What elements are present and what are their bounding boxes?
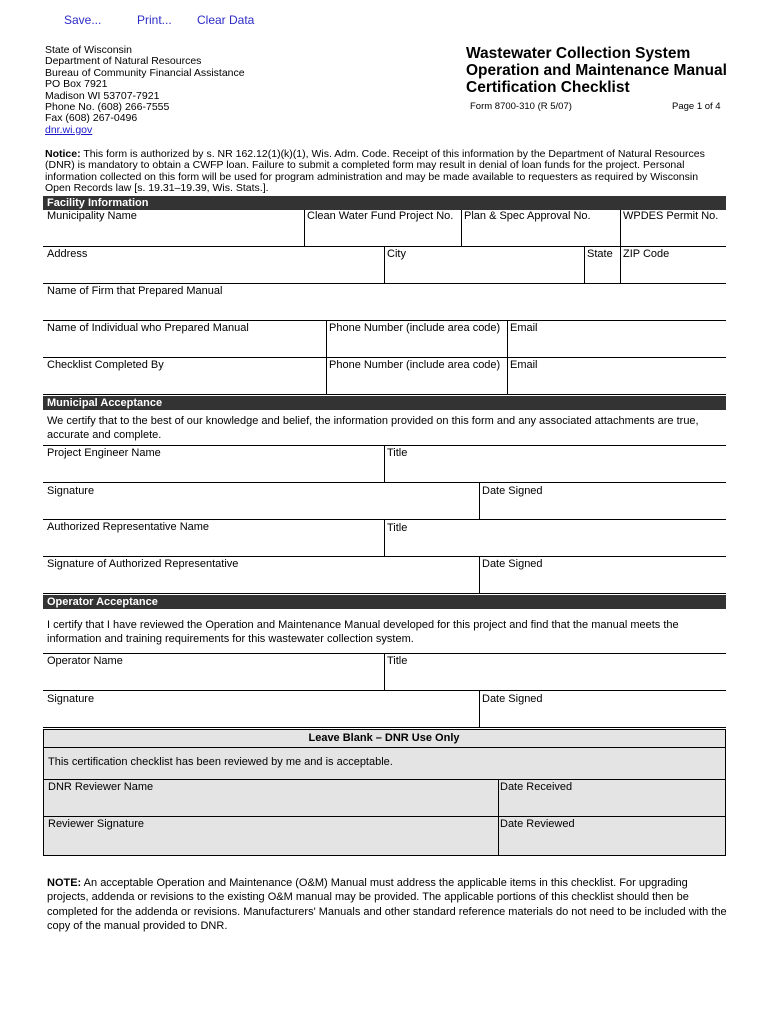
title-line: Wastewater Collection System bbox=[466, 45, 691, 62]
wpdes-permit-label: WPDES Permit No. bbox=[623, 210, 719, 222]
completed-by-label: Checklist Completed By bbox=[47, 359, 164, 371]
municipal-statement: We certify that to the best of our knowledge and belief, the information provided on this form and any associated attachments are true, accurate and complete. bbox=[47, 415, 699, 441]
address-label: Address bbox=[47, 248, 88, 260]
municipality-name-label: Municipality Name bbox=[47, 210, 137, 222]
section-operator-acceptance: Operator Acceptance bbox=[43, 595, 726, 609]
operator-signature-label: Signature bbox=[47, 693, 95, 705]
authorized-rep-label: Authorized Representative Name bbox=[47, 521, 210, 533]
dnr-statement: This certification checklist has been reviewed by me and is acceptable. bbox=[48, 756, 393, 768]
email-label: Email bbox=[510, 359, 538, 371]
phone-label: Phone Number (include area code) bbox=[329, 322, 501, 334]
signature-label: Signature bbox=[47, 485, 95, 497]
title-line: Operation and Maintenance Manual bbox=[466, 62, 727, 79]
project-engineer-label: Project Engineer Name bbox=[47, 447, 161, 459]
notice-paragraph bbox=[45, 149, 725, 195]
dnr-use-only-heading: Leave Blank – DNR Use Only bbox=[308, 732, 460, 744]
clear-data-button[interactable]: Clear Data bbox=[197, 13, 255, 27]
title-label: Title bbox=[387, 522, 408, 534]
agency-address bbox=[45, 45, 245, 136]
agency-line: Department of Natural Resources bbox=[45, 55, 202, 68]
operator-name-label: Operator Name bbox=[47, 655, 123, 667]
date-signed-label: Date Signed bbox=[482, 693, 543, 705]
city-label: City bbox=[387, 248, 406, 260]
state-label: State bbox=[587, 248, 613, 260]
dnr-website-link[interactable]: dnr.wi.gov bbox=[45, 123, 93, 136]
print-button[interactable]: Print... bbox=[137, 13, 172, 27]
form-title bbox=[466, 45, 727, 96]
notice-label: Notice: bbox=[45, 148, 81, 160]
agency-line: PO Box 7921 bbox=[45, 78, 108, 91]
agency-line: Bureau of Community Financial Assistance bbox=[45, 66, 245, 79]
email-label: Email bbox=[510, 322, 538, 334]
title-line: Certification Checklist bbox=[466, 79, 630, 96]
date-signed-label: Date Signed bbox=[482, 485, 543, 497]
date-received-label: Date Received bbox=[500, 781, 573, 793]
note-text: An acceptable Operation and Maintenance (O&M) Manual must address the applicable items in this checklist. For upgrading projects, addenda or revisions to the existing O&M manual may be provided. The applicable portions of this checklist should then be completed for the addenda or revisions. Manufacturers' Manuals and other standard reference materials do not need to be included with the copy of the manual provided to DNR. bbox=[47, 877, 727, 932]
form-number: Form 8700-310 (R 5/07) bbox=[470, 101, 572, 112]
operator-statement: I certify that I have reviewed the Operation and Maintenance Manual developed for this project and find that the manual meets the information and training requirements for this wastewater collection system. bbox=[47, 619, 679, 645]
date-reviewed-label: Date Reviewed bbox=[500, 818, 575, 830]
date-signed-label: Date Signed bbox=[482, 558, 543, 570]
dnr-reviewer-name-label: DNR Reviewer Name bbox=[48, 781, 154, 793]
individual-name-label: Name of Individual who Prepared Manual bbox=[47, 322, 249, 334]
note-paragraph bbox=[47, 876, 727, 933]
page-number: Page 1 of 4 bbox=[672, 101, 721, 112]
cwf-project-label: Clean Water Fund Project No. bbox=[307, 210, 454, 222]
agency-line: State of Wisconsin bbox=[45, 44, 132, 56]
section-municipal-acceptance: Municipal Acceptance bbox=[43, 396, 726, 410]
section-facility-information: Facility Information bbox=[43, 196, 726, 210]
agency-line: Phone No. (608) 266-7555 bbox=[45, 101, 170, 114]
agency-line: Fax (608) 267-0496 bbox=[45, 112, 138, 125]
zip-code-label: ZIP Code bbox=[623, 248, 670, 260]
authorized-rep-signature-label: Signature of Authorized Representative bbox=[47, 558, 239, 570]
notice-text: This form is authorized by s. NR 162.12(1)(k)(1), Wis. Adm. Code. Receipt of this information by the Department of Natural Resources (DNR) is mandatory to obtain a CWFP loan. Failure to submit a completed form may result in denial of loan funds for the project. Personal information collected on this form will be used for program administration and may be made available to requesters as required by Wisconsin Open Records law [s. 19.31–19.39, Wis. Stats.]. bbox=[45, 148, 705, 195]
reviewer-signature-label: Reviewer Signature bbox=[48, 818, 144, 830]
save-button[interactable]: Save... bbox=[64, 13, 102, 27]
note-label: NOTE: bbox=[47, 877, 82, 889]
phone-label: Phone Number (include area code) bbox=[329, 359, 501, 371]
firm-name-label: Name of Firm that Prepared Manual bbox=[47, 285, 223, 297]
title-label: Title bbox=[387, 447, 408, 459]
agency-line: Madison WI 53707-7921 bbox=[45, 89, 160, 102]
plan-spec-label: Plan & Spec Approval No. bbox=[464, 210, 591, 222]
title-label: Title bbox=[387, 655, 408, 667]
